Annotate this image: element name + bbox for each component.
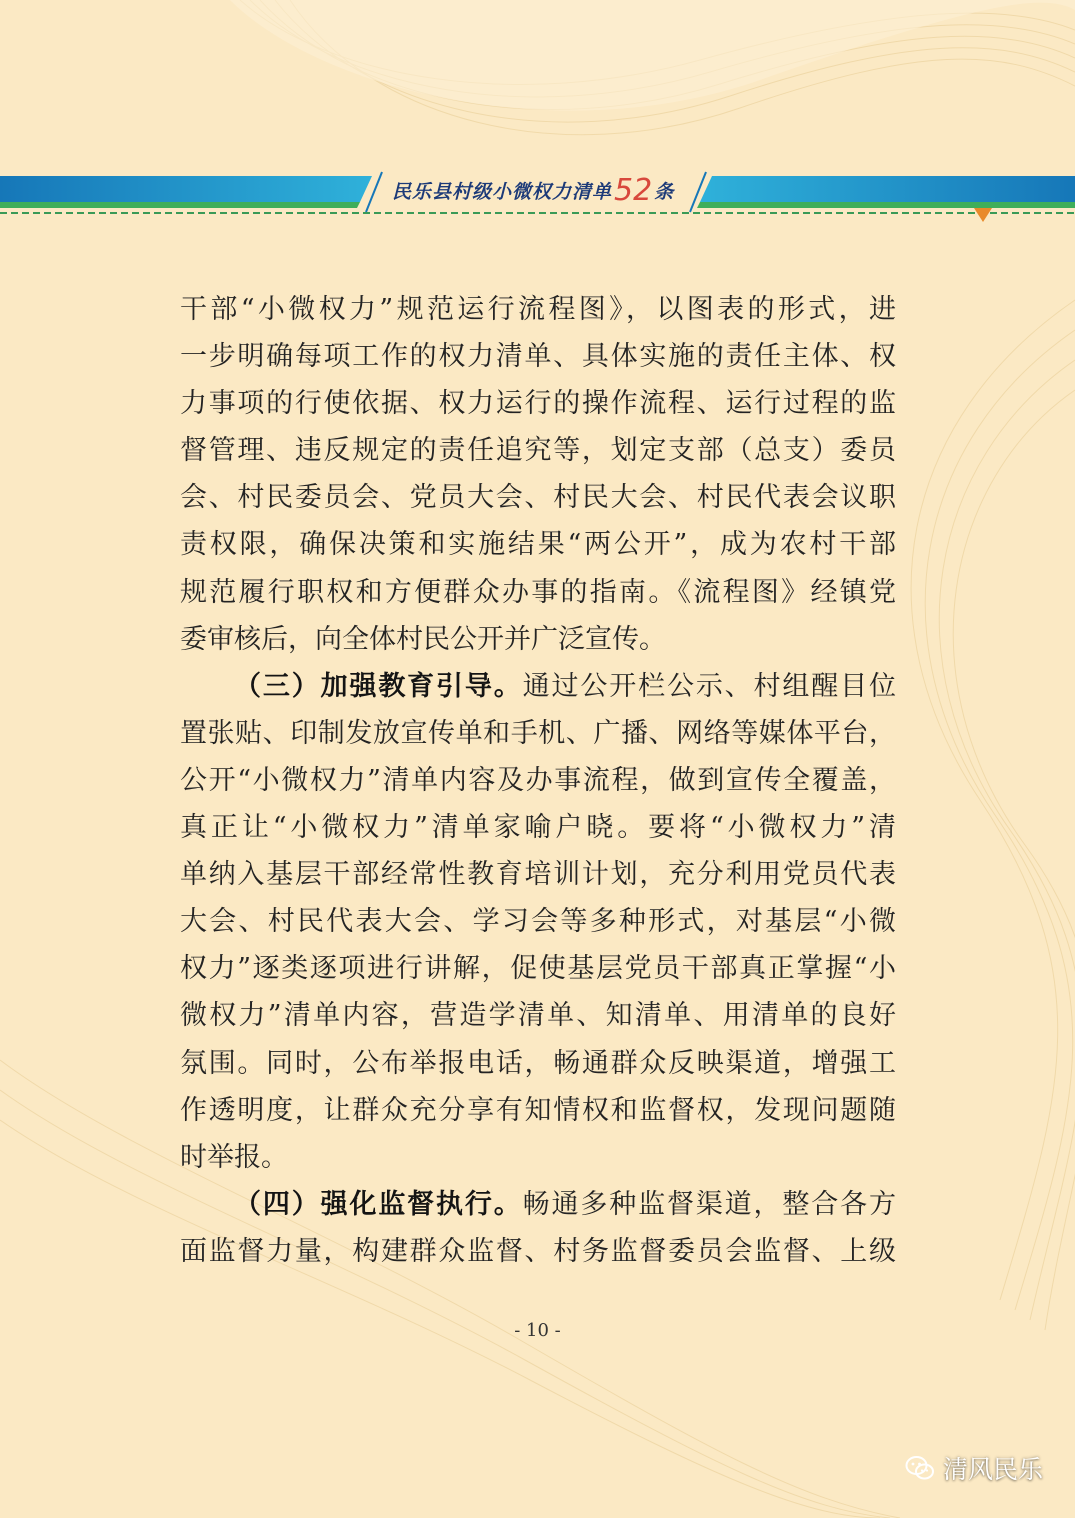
text-line: 单纳入基层干部经常性教育培训计划，充分利用党员代表 xyxy=(180,859,896,891)
text-line: 大会、村民代表大会、学习会等多种形式，对基层“小微 xyxy=(180,906,896,938)
text-line: 责权限，确保决策和实施结果“两公开”，成为农村干部 xyxy=(180,529,896,561)
text-line: 畅通多种监督渠道，整合各方 xyxy=(522,1188,897,1220)
watermark-text: 清风民乐 xyxy=(942,1455,1043,1484)
text-line: 干部“小微权力”规范运行流程图》，以图表的形式，进 xyxy=(180,294,896,325)
text-line: 公开“小微权力”清单内容及办事流程，做到宣传全覆盖， xyxy=(180,764,896,796)
text-line: 通过公开栏公示、村组醒目位 xyxy=(522,670,897,702)
wechat-icon xyxy=(905,1455,935,1481)
section-first-line xyxy=(180,1181,896,1228)
body-text xyxy=(180,286,896,1275)
text-line: 作透明度，让群众充分享有知情权和监督权，发现问题随 xyxy=(180,1094,896,1126)
text-line: 微权力”清单内容，营造学清单、知清单、用清单的良好 xyxy=(180,1000,896,1032)
section-first-line xyxy=(180,663,896,710)
watermark xyxy=(905,1450,1043,1486)
text-line: 真正让“小微权力”清单家喻户晓。要将“小微权力”清 xyxy=(180,812,896,844)
text-line: 时举报。 xyxy=(180,1141,288,1173)
header-title xyxy=(392,170,674,210)
text-line: 氛围。同时，公布举报电话，畅通群众反映渠道，增强工 xyxy=(180,1047,896,1079)
page-number: - 10 - xyxy=(514,1320,561,1341)
text-line: 一步明确每项工作的权力清单、具体实施的责任主体、权 xyxy=(180,341,896,373)
text-line: 权力”逐类逐项进行讲解，促使基层党员干部真正掌握“小 xyxy=(180,953,896,985)
text-line: 面监督力量，构建群众监督、村务监督委员会监督、上级 xyxy=(180,1235,896,1267)
header-title-prefix: 民乐县村级小微权力清单 xyxy=(392,180,613,203)
text-line: 委审核后，向全体村民公开并广泛宣传。 xyxy=(180,623,666,655)
text-line: 力事项的行使依据、权力运行的操作流程、运行过程的监 xyxy=(180,388,896,420)
text-line: 会、村民委员会、党员大会、村民大会、村民代表会议职 xyxy=(180,482,896,514)
header-title-suffix: 条 xyxy=(654,180,675,203)
text-line: 规范履行职权和方便群众办事的指南。《流程图》经镇党 xyxy=(180,576,896,608)
section-heading-4: （四）强化监督执行。 xyxy=(234,1188,523,1220)
text-line: 置张贴、印制发放宣传单和手机、广播、网络等媒体平台， xyxy=(180,717,896,749)
section-heading-3: （三）加强教育引导。 xyxy=(234,670,523,702)
text-line: 督管理、违反规定的责任追究等，划定支部（总支）委员 xyxy=(180,435,896,467)
header-title-number: 52 xyxy=(614,172,653,208)
